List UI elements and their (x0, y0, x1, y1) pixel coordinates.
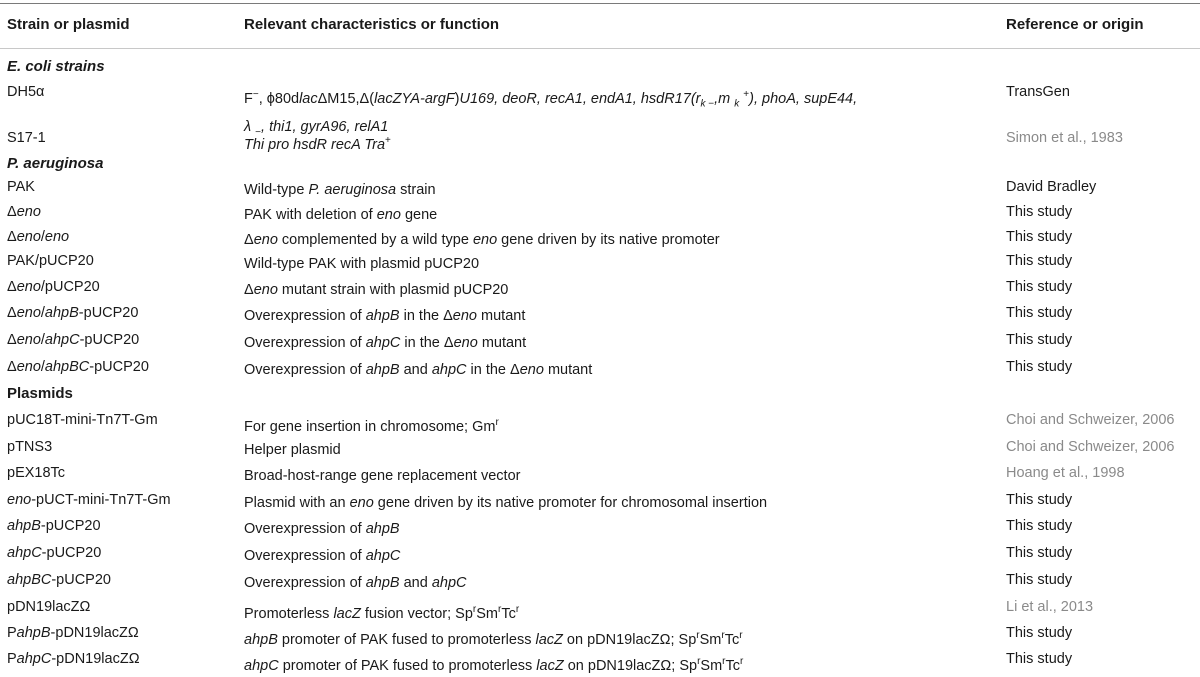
plasmid-description: ahpB promoter of PAK fused to promoterless lacZ on pDN19lacZΩ; Sp$^r$Sm$^r$Tc$^r$ (244, 630, 743, 648)
strain-name: Δeno/eno (7, 229, 70, 245)
plasmid-name: pEX18Tc (7, 465, 66, 481)
strain-reference: This study (1006, 305, 1073, 321)
strain-name: Δeno/ahpB-pUCP20 (7, 305, 139, 321)
plasmid-name: ahpB-pUCP20 (7, 518, 101, 534)
plasmid-name: pUC18T-mini-Tn7T-Gm (7, 412, 158, 428)
plasmid-description: ahpC promoter of PAK fused to promoterless lacZ on pDN19lacZΩ; Sp$^r$Sm$^r$Tc$^r$ (244, 656, 744, 674)
plasmid-description: Overexpression of ahpC (244, 548, 401, 564)
header-characteristics: Relevant characteristics or function (244, 16, 500, 33)
strain-description: Wild-type PAK with plasmid pUCP20 (244, 256, 480, 272)
header-reference: Reference or origin (1006, 16, 1144, 33)
strain-name: S17-1 (7, 130, 46, 146)
strain-name: Δeno/ahpBC-pUCP20 (7, 359, 149, 375)
strain-name: Δeno (7, 204, 41, 220)
plasmid-description: Overexpression of ahpB and ahpC (244, 575, 467, 591)
top-rule (0, 3, 1200, 4)
strain-name: DH5α (7, 84, 45, 100)
reference-link[interactable]: Simon et al., 1983 (1006, 130, 1123, 146)
strain-name: Δeno/ahpC-pUCP20 (7, 332, 140, 348)
strain-reference: TransGen (1006, 84, 1070, 100)
plasmid-reference: This study (1006, 492, 1073, 508)
section-paeruginosa: P. aeruginosa (7, 155, 104, 172)
strain-description: Wild-type P. aeruginosa strain (244, 182, 436, 198)
plasmid-reference: This study (1006, 518, 1073, 534)
strain-description: Δeno complemented by a wild type eno gene driven by its native promoter (244, 232, 720, 248)
strain-reference: This study (1006, 279, 1073, 295)
plasmid-reference: This study (1006, 651, 1073, 667)
plasmid-name: PahpB-pDN19lacZΩ (7, 625, 139, 641)
reference-link[interactable]: Choi and Schweizer, 2006 (1006, 439, 1175, 455)
strain-reference: This study (1006, 253, 1073, 269)
plasmid-description: Helper plasmid (244, 442, 341, 458)
strain-name: PAK (7, 179, 35, 195)
reference-link[interactable]: Hoang et al., 1998 (1006, 465, 1125, 481)
strain-reference: This study (1006, 332, 1073, 348)
plasmid-name: ahpC-pUCP20 (7, 545, 102, 561)
strain-description: F−, ϕ80dlacΔM15,Δ(lacZYA-argF)U169, deoR, recA1, endA1, $hsdR17(r_{k -},m$ $_k$ +), phoA, supE44, λ $_-$, thi1, gyrA96, relA1 (244, 89, 858, 138)
plasmid-name: eno-pUCT-mini-Tn7T-Gm (7, 492, 171, 508)
strain-reference: This study (1006, 204, 1073, 220)
plasmid-description: Broad-host-range gene replacement vector (244, 468, 521, 484)
section-plasmids: Plasmids (7, 385, 73, 402)
plasmid-reference: This study (1006, 545, 1073, 561)
strain-description: Thi pro hsdR recA Tra+ (244, 135, 391, 153)
section-ecoli: E. coli strains (7, 58, 105, 75)
reference-link[interactable]: Li et al., 2013 (1006, 599, 1094, 615)
strain-description: Overexpression of ahpC in the Δeno mutant (244, 335, 527, 351)
reference-link[interactable]: Choi and Schweizer, 2006 (1006, 412, 1175, 428)
strain-description: PAK with deletion of eno gene (244, 207, 438, 223)
plasmid-description: Promoterless lacZ fusion vector; Sp$^r$Sm$^r$Tc$^r$ (244, 604, 520, 622)
strain-name: PAK/pUCP20 (7, 253, 94, 269)
header-strain: Strain or plasmid (7, 16, 130, 33)
plasmid-description: Plasmid with an eno gene driven by its native promoter for chromosomal insertion (244, 495, 768, 511)
plasmid-description: For gene insertion in chromosome; Gm$^r$ (244, 417, 499, 435)
plasmid-reference: This study (1006, 572, 1073, 588)
strain-reference: David Bradley (1006, 179, 1097, 195)
header-rule (0, 48, 1200, 49)
plasmid-name: pTNS3 (7, 439, 53, 455)
strain-name: Δeno/pUCP20 (7, 279, 100, 295)
strain-description: Δeno mutant strain with plasmid pUCP20 (244, 282, 509, 298)
plasmid-description: Overexpression of ahpB (244, 521, 400, 537)
strain-reference: This study (1006, 229, 1073, 245)
strain-description: Overexpression of ahpB and ahpC in the Δeno mutant (244, 362, 593, 378)
strain-description: Overexpression of ahpB in the Δeno mutant (244, 308, 526, 324)
plasmid-reference: This study (1006, 625, 1073, 641)
plasmid-name: PahpC-pDN19lacZΩ (7, 651, 140, 667)
plasmid-name: ahpBC-pUCP20 (7, 572, 111, 588)
plasmid-name: pDN19lacZΩ (7, 599, 91, 615)
strain-reference: This study (1006, 359, 1073, 375)
